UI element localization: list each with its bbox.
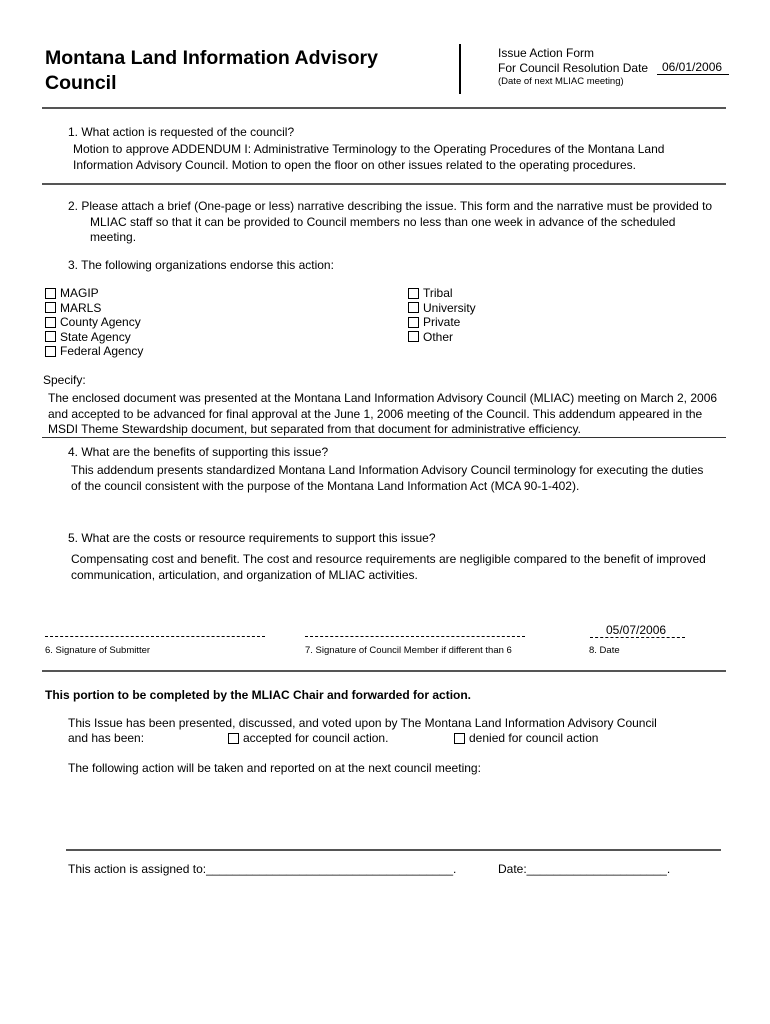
question-2: 2. Please attach a brief (One-page or less) narrative describing the issue. This form and the narrative must be provided to MLIAC staff so that it can be provided to Council members no less than one week in advance of the scheduled meeting. (68, 199, 713, 244)
checkbox-icon[interactable] (45, 288, 56, 299)
org-checkbox-tribal[interactable]: Tribal (408, 286, 476, 301)
org-checkbox-private[interactable]: Private (408, 315, 476, 330)
following-action-field[interactable] (68, 780, 720, 848)
council-member-signature-field[interactable] (305, 636, 525, 637)
answer-5[interactable]: Compensating cost and benefit. The cost and resource requirements are negligible compared to the benefit of improved communication, articulation, and organization of MLIAC activities. (71, 552, 706, 582)
checkbox-icon[interactable] (454, 733, 465, 744)
checkbox-icon[interactable] (228, 733, 239, 744)
signature-date-field[interactable] (590, 637, 685, 638)
chair-rule (42, 670, 726, 672)
date-note: (Date of next MLIAC meeting) (498, 76, 624, 87)
resolution-date-field[interactable]: 06/01/2006 (662, 60, 723, 74)
submitter-signature-field[interactable] (45, 636, 265, 637)
org-list-left (45, 286, 143, 359)
action-date-field[interactable]: Date:_____________________. (498, 862, 671, 876)
assigned-to-field[interactable]: This action is assigned to:_____________________________________. (68, 862, 457, 876)
page-title: Montana Land Information Advisory Council (45, 47, 378, 94)
checkbox-icon[interactable] (408, 288, 419, 299)
answer-4[interactable]: This addendum presents standardized Montana Land Information Advisory Council terminology for executing the duties of the council consistent with the purpose of the Montana Land Information Act (MCA 90-1-402). (71, 463, 704, 493)
chair-heading: This portion to be completed by the MLIAC Chair and forwarded for action. (45, 688, 472, 702)
following-action-label: The following action will be taken and reported on at the next council meeting: (68, 761, 481, 775)
denied-checkbox[interactable]: denied for council action (454, 731, 598, 746)
specify-text[interactable]: The enclosed document was presented at the Montana Land Information Advisory Council (MLIAC) meeting on March 2, 2006 and accepted to be advanced for final approval at the June 1, 2006 meeting of the Council. This addendum appeared in the MSDI Theme Stewardship document, but separated from that document for administrative efficiency. (48, 391, 718, 436)
checkbox-icon[interactable] (408, 302, 419, 313)
specify-rule (42, 437, 726, 438)
org-checkbox-federal-agency[interactable]: Federal Agency (45, 344, 143, 359)
header-divider (459, 44, 461, 94)
org-checkbox-state-agency[interactable]: State Agency (45, 330, 143, 345)
question-4: 4. What are the benefits of supporting this issue? (68, 445, 329, 459)
org-checkbox-marls[interactable]: MARLS (45, 301, 143, 316)
question-1: 1. What action is requested of the council? (68, 125, 295, 139)
org-checkbox-other[interactable]: Other (408, 330, 476, 345)
form-name: Issue Action Form (498, 46, 595, 60)
checkbox-icon[interactable] (45, 331, 56, 342)
presented-line-2: and has been: (68, 731, 145, 745)
checkbox-icon[interactable] (45, 346, 56, 357)
checkbox-icon[interactable] (408, 331, 419, 342)
org-list-right (408, 286, 476, 344)
checkbox-icon[interactable] (45, 317, 56, 328)
checkbox-icon[interactable] (45, 302, 56, 313)
resolution-date-label: For Council Resolution Date (498, 61, 649, 75)
org-checkbox-county-agency[interactable]: County Agency (45, 315, 143, 330)
question-3: 3. The following organizations endorse this action: (68, 258, 334, 272)
signature-date-value[interactable]: 05/07/2006 (606, 623, 667, 637)
signature-date-label: 8. Date (589, 645, 620, 656)
answer-1[interactable]: Motion to approve ADDENDUM I: Administrative Terminology to the Operating Procedures of the Montana Land Information Advisory Council. Motion to open the floor on other issues related to the operating procedures. (73, 142, 665, 172)
org-checkbox-magip[interactable]: MAGIP (45, 286, 143, 301)
section-rule (42, 183, 726, 185)
org-checkbox-university[interactable]: University (408, 301, 476, 316)
header-rule (42, 107, 726, 109)
accepted-checkbox[interactable]: accepted for council action. (228, 731, 388, 746)
question-5: 5. What are the costs or resource requirements to support this issue? (68, 531, 436, 545)
action-rule (66, 849, 721, 851)
submitter-signature-label: 6. Signature of Submitter (45, 645, 151, 656)
checkbox-icon[interactable] (408, 317, 419, 328)
resolution-date-underline (657, 74, 729, 75)
specify-label: Specify: (43, 373, 86, 387)
council-member-signature-label: 7. Signature of Council Member if different than 6 (305, 645, 512, 656)
presented-line-1: This Issue has been presented, discussed, and voted upon by The Montana Land Information Advisory Council (68, 716, 657, 730)
